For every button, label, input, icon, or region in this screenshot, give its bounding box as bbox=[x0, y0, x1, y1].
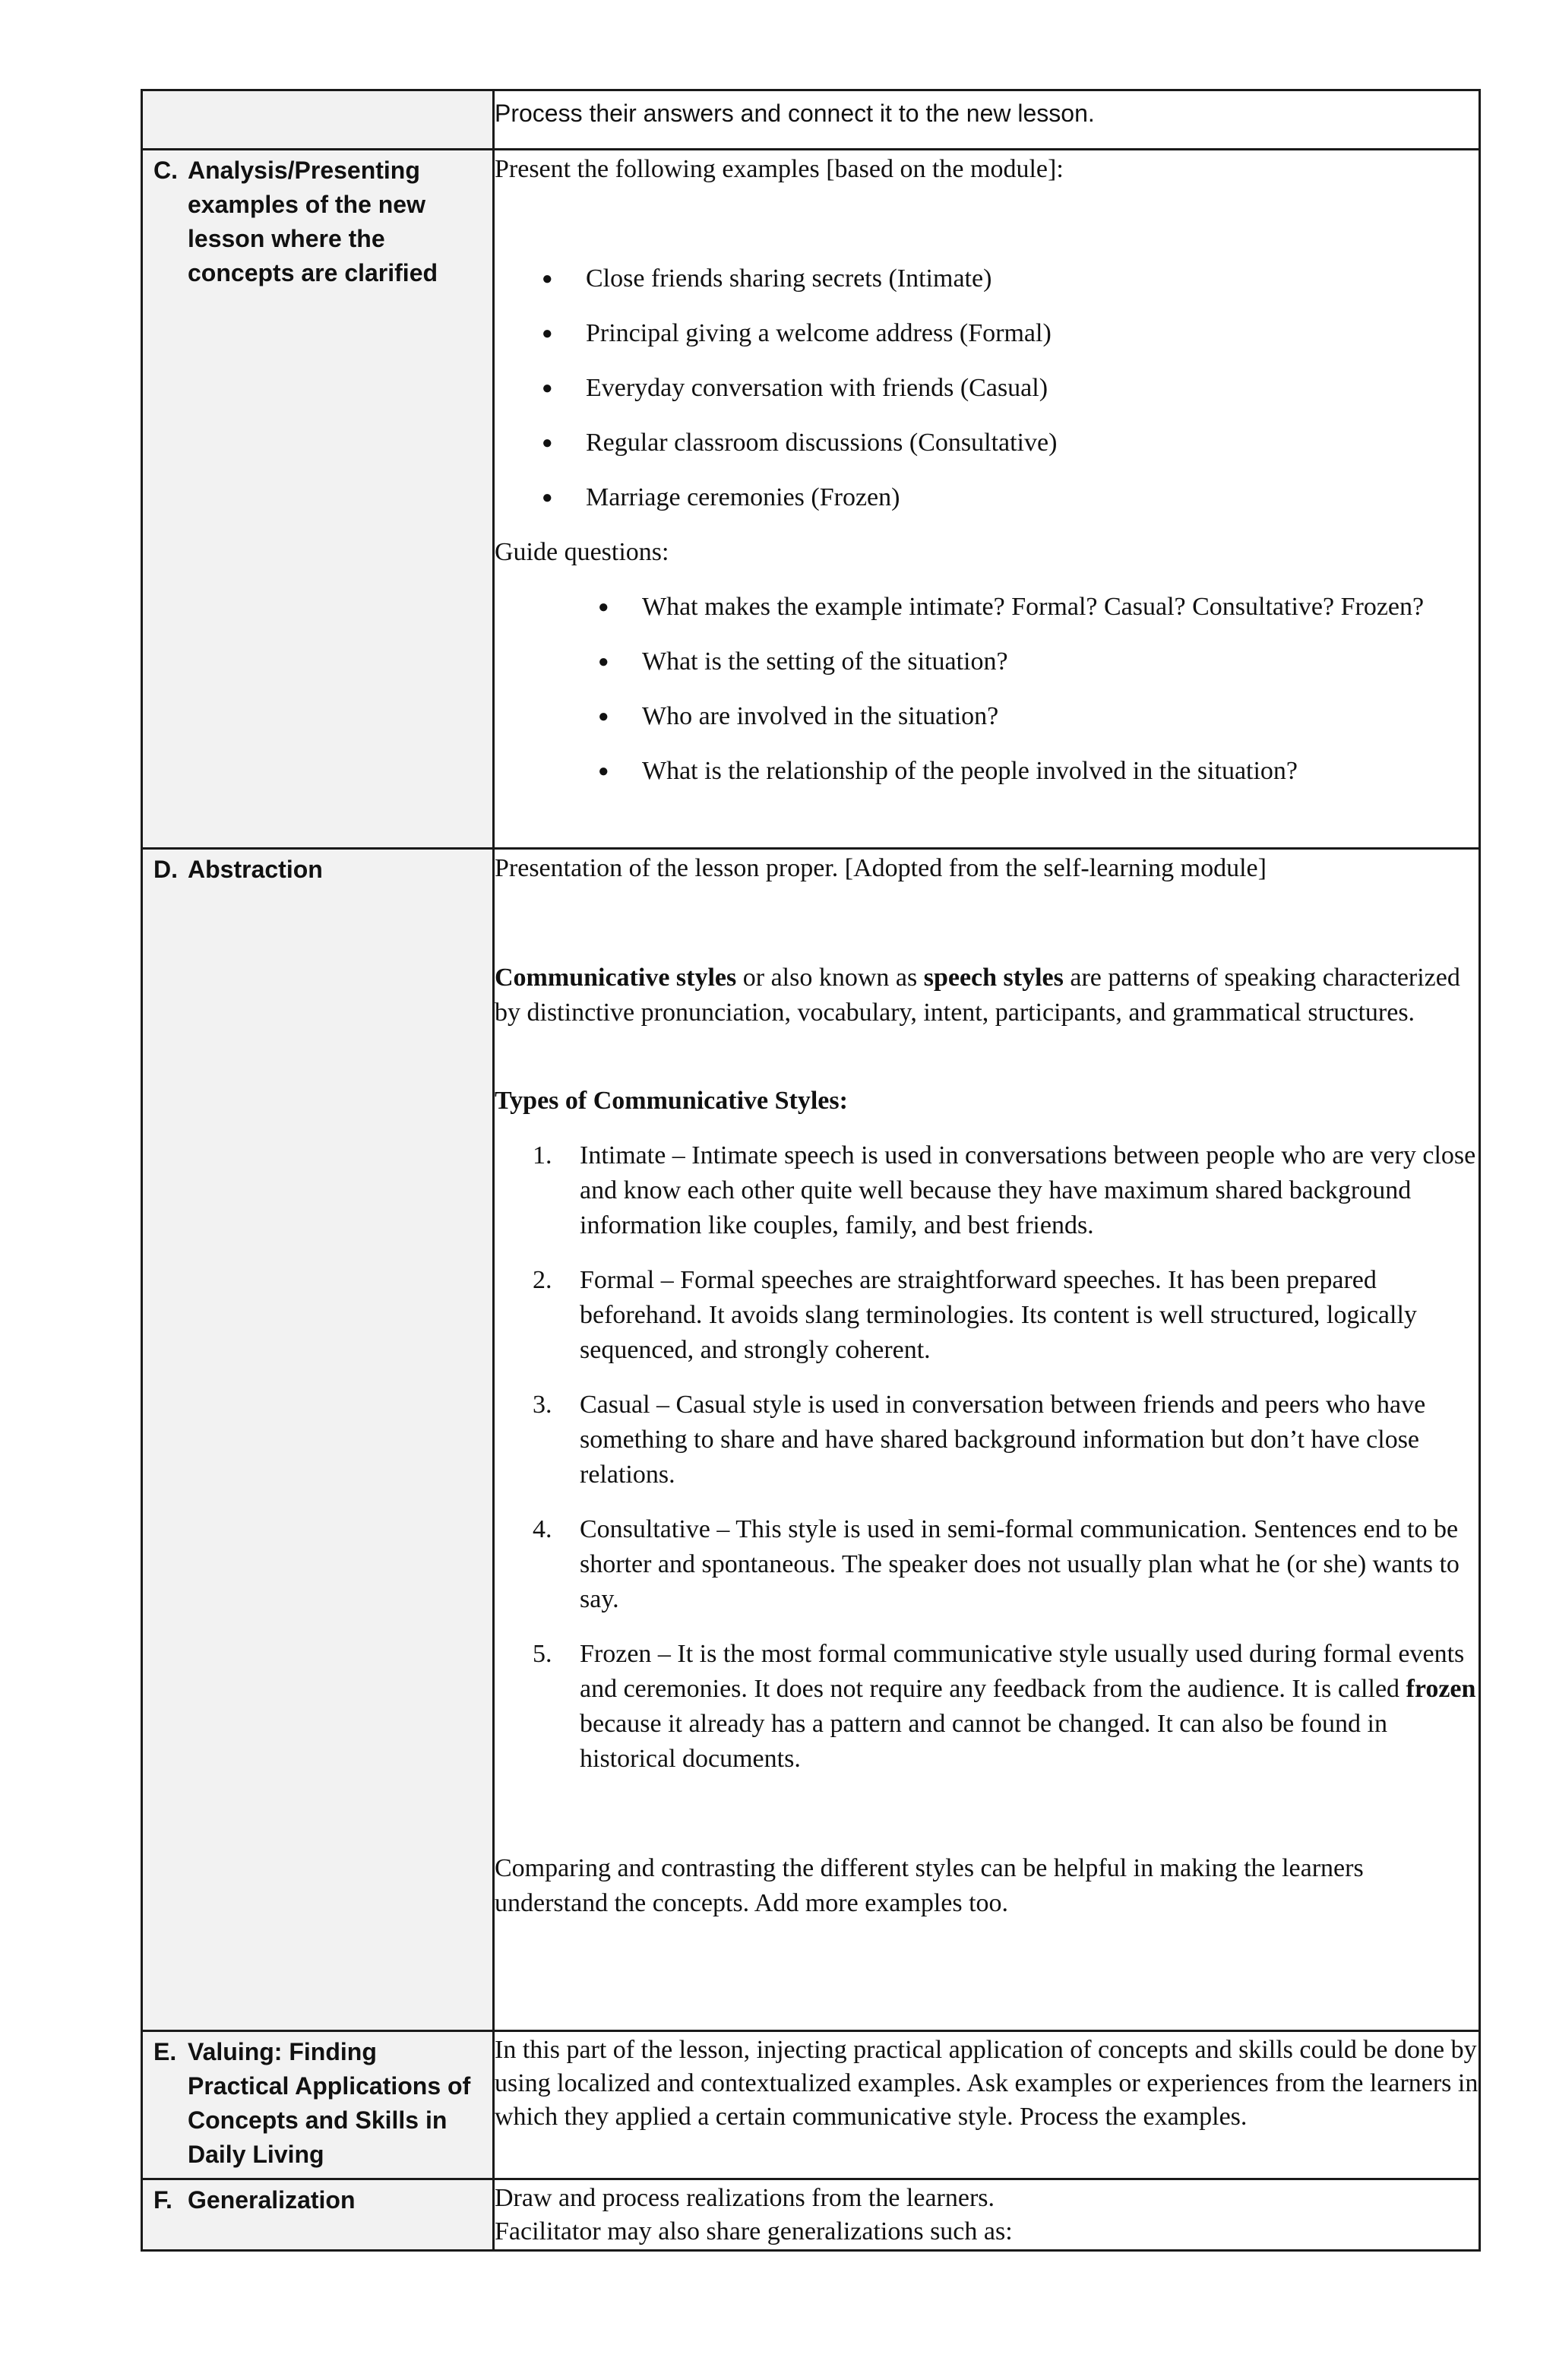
list-item: ● Everyday conversation with friends (Casual) bbox=[586, 371, 1479, 406]
section-letter-f: F. bbox=[153, 2186, 172, 2214]
label-cell-d bbox=[142, 849, 494, 2031]
content-cell-intro bbox=[494, 90, 1480, 150]
section-title-e: Valuing: Finding Practical Applications of Concepts and Skills in Daily Living bbox=[188, 2038, 471, 2168]
table-row-d bbox=[142, 849, 1480, 2031]
bullet-icon: ● bbox=[542, 488, 553, 508]
abstraction-intro: Presentation of the lesson proper. [Adopted from the self-learning module] bbox=[495, 854, 1267, 882]
generalization-line-1: Draw and process realizations from the learners. bbox=[495, 2184, 995, 2212]
list-item: 3. Casual – Casual style is used in conversation between friends and peers who have something to share and have shared background information but don’t have close relations. bbox=[533, 1391, 1426, 1489]
term-frozen: frozen bbox=[1406, 1675, 1476, 1703]
bullet-icon: ● bbox=[598, 597, 609, 617]
label-cell-c bbox=[142, 150, 494, 849]
examples-intro: Present the following examples [based on the module]: bbox=[495, 155, 1064, 183]
bullet-icon: ● bbox=[542, 433, 553, 453]
table-row-e bbox=[142, 2031, 1480, 2179]
term-communicative-styles: Communicative styles bbox=[495, 964, 737, 992]
label-cell-e bbox=[142, 2031, 494, 2179]
section-letter-d: D. bbox=[153, 856, 178, 883]
section-title-f: Generalization bbox=[188, 2186, 356, 2214]
closing-paragraph: Comparing and contrasting the different styles can be helpful in making the learners understand the concepts. Add more examples too. bbox=[495, 1854, 1364, 1917]
lesson-plan-table bbox=[141, 89, 1481, 2252]
bullet-icon: ● bbox=[598, 761, 609, 781]
bullet-icon: ● bbox=[598, 652, 609, 672]
generalization-line-2: Facilitator may also share generalizations such as: bbox=[495, 2217, 1013, 2245]
section-letter-c: C. bbox=[153, 157, 178, 184]
intro-text: Process their answers and connect it to the new lesson. bbox=[495, 100, 1095, 127]
list-item: ● Close friends sharing secrets (Intimate) bbox=[586, 261, 1479, 296]
examples-list bbox=[495, 261, 1479, 515]
guide-questions-title: Guide questions: bbox=[495, 538, 669, 566]
term-speech-styles: speech styles bbox=[923, 964, 1064, 992]
bullet-icon: ● bbox=[598, 707, 609, 726]
bullet-icon: ● bbox=[542, 324, 553, 343]
table-row-intro bbox=[142, 90, 1480, 150]
list-item: 2. Formal – Formal speeches are straightforward speeches. It has been prepared beforehand. It avoids slang terminologies. Its content is well structured, logically sequenced, and strongly coherent. bbox=[533, 1266, 1417, 1364]
section-title-c: Analysis/Presenting examples of the new lesson where the concepts are clarified bbox=[188, 157, 438, 286]
list-item: ● Who are involved in the situation? bbox=[642, 699, 1479, 734]
list-item: ● Regular classroom discussions (Consultative) bbox=[586, 426, 1479, 460]
definition-paragraph: Communicative styles or also known as speech styles are patterns of speaking characterized by distinctive pronunciation, vocabulary, intent, participants, and grammatical structures. bbox=[495, 964, 1460, 1027]
list-item: 5. Frozen – It is the most formal communicative style usually used during formal events and ceremonies. It does not require any feedback from the audience. It is called frozen because it already has a pattern and cannot be changed. It can also be found in historical documents. bbox=[533, 1640, 1476, 1773]
section-letter-e: E. bbox=[153, 2038, 177, 2065]
list-item: 4. Consultative – This style is used in semi-formal communication. Sentences end to be shorter and spontaneous. The speaker does not usually plan what he (or she) wants to say. bbox=[533, 1515, 1460, 1613]
list-item: ● What is the setting of the situation? bbox=[642, 644, 1479, 679]
list-item: 1. Intimate – Intimate speech is used in conversations between people who are very close and know each other quite well because they have maximum shared background information like couples, family, and best friends. bbox=[533, 1141, 1476, 1239]
label-cell-empty bbox=[142, 90, 494, 150]
types-title: Types of Communicative Styles: bbox=[495, 1087, 848, 1115]
content-cell-e bbox=[494, 2031, 1480, 2179]
label-cell-f bbox=[142, 2179, 494, 2251]
list-item: ● Principal giving a welcome address (Formal) bbox=[586, 316, 1479, 351]
content-cell-d bbox=[494, 849, 1480, 2031]
bullet-icon: ● bbox=[542, 378, 553, 398]
list-item: ● What makes the example intimate? Formal? Casual? Consultative? Frozen? bbox=[642, 590, 1479, 625]
valuing-text: In this part of the lesson, injecting practical application of concepts and skills could be done by using localized and contextualized examples. Ask examples or experiences from the learners in which they applied a certain communicative style. Process the examples. bbox=[495, 2036, 1479, 2131]
section-title-d: Abstraction bbox=[188, 856, 323, 883]
content-cell-f bbox=[494, 2179, 1480, 2251]
types-list bbox=[495, 1138, 1479, 1777]
guide-questions-list bbox=[495, 590, 1479, 789]
table-row-f bbox=[142, 2179, 1480, 2251]
content-cell-c bbox=[494, 150, 1480, 849]
table-row-c bbox=[142, 150, 1480, 849]
bullet-icon: ● bbox=[542, 269, 553, 289]
list-item: ● What is the relationship of the people involved in the situation? bbox=[642, 754, 1479, 789]
list-item: ● Marriage ceremonies (Frozen) bbox=[586, 480, 1479, 515]
